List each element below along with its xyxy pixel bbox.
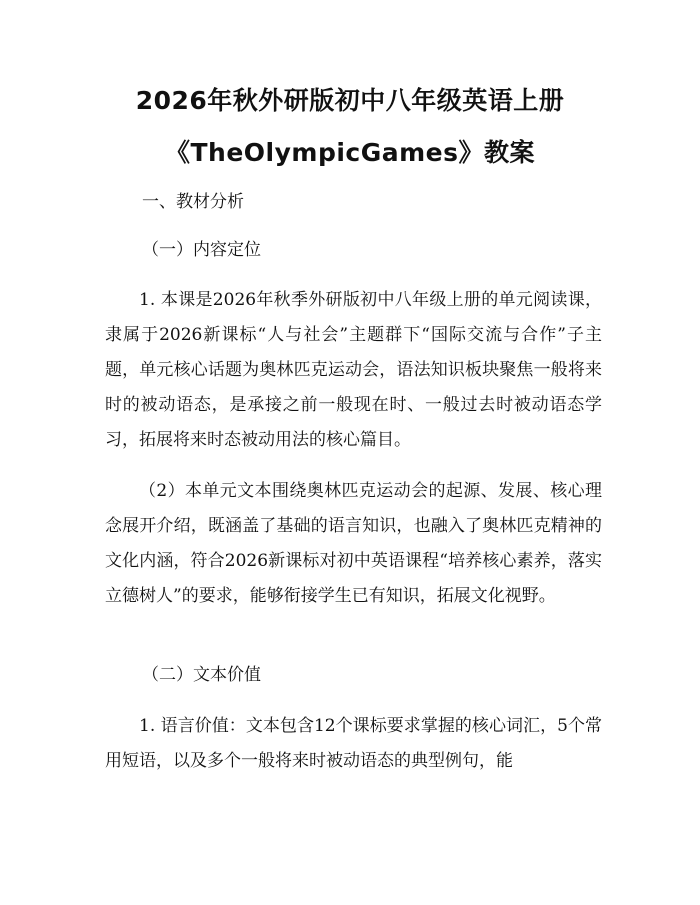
subsection-heading-text-value: （二）文本价值 <box>142 665 261 685</box>
document-title-line-2: 《TheOlympicGames》教案 <box>164 138 536 167</box>
section-heading-textbook-analysis: 一、教材分析 <box>142 192 244 212</box>
document-title-line-1: 2026年秋外研版初中八年级英语上册 <box>135 86 565 115</box>
subsection-heading-content-positioning: （一）内容定位 <box>142 240 261 260</box>
paragraph-content-positioning-1: 1. 本课是2026年秋季外研版初中八年级上册的单元阅读课，隶属于2026新课标“人与社会”主题群下“国际交流与合作”子主题，单元核心话题为奥林匹克运动会，语法知识板块聚焦一般将来时的被动语态，是承接之前一般现在时、一般过去时被动语态学习，拓展将来时态被动用法的核心篇目。 <box>105 290 602 450</box>
paragraph-content-positioning-2: （2）本单元文本围绕奥林匹克运动会的起源、发展、核心理念展开介绍，既涵盖了基础的语言知识，也融入了奥林匹克精神的文化内涵，符合2026新课标对初中英语课程“培养核心素养，落实立德树人”的要求，能够衔接学生已有知识，拓展文化视野。 <box>105 481 602 606</box>
paragraph-language-value: 1. 语言价值：文本包含12个课标要求掌握的核心词汇，5个常用短语，以及多个一般将来时被动语态的典型例句，能 <box>105 716 602 771</box>
